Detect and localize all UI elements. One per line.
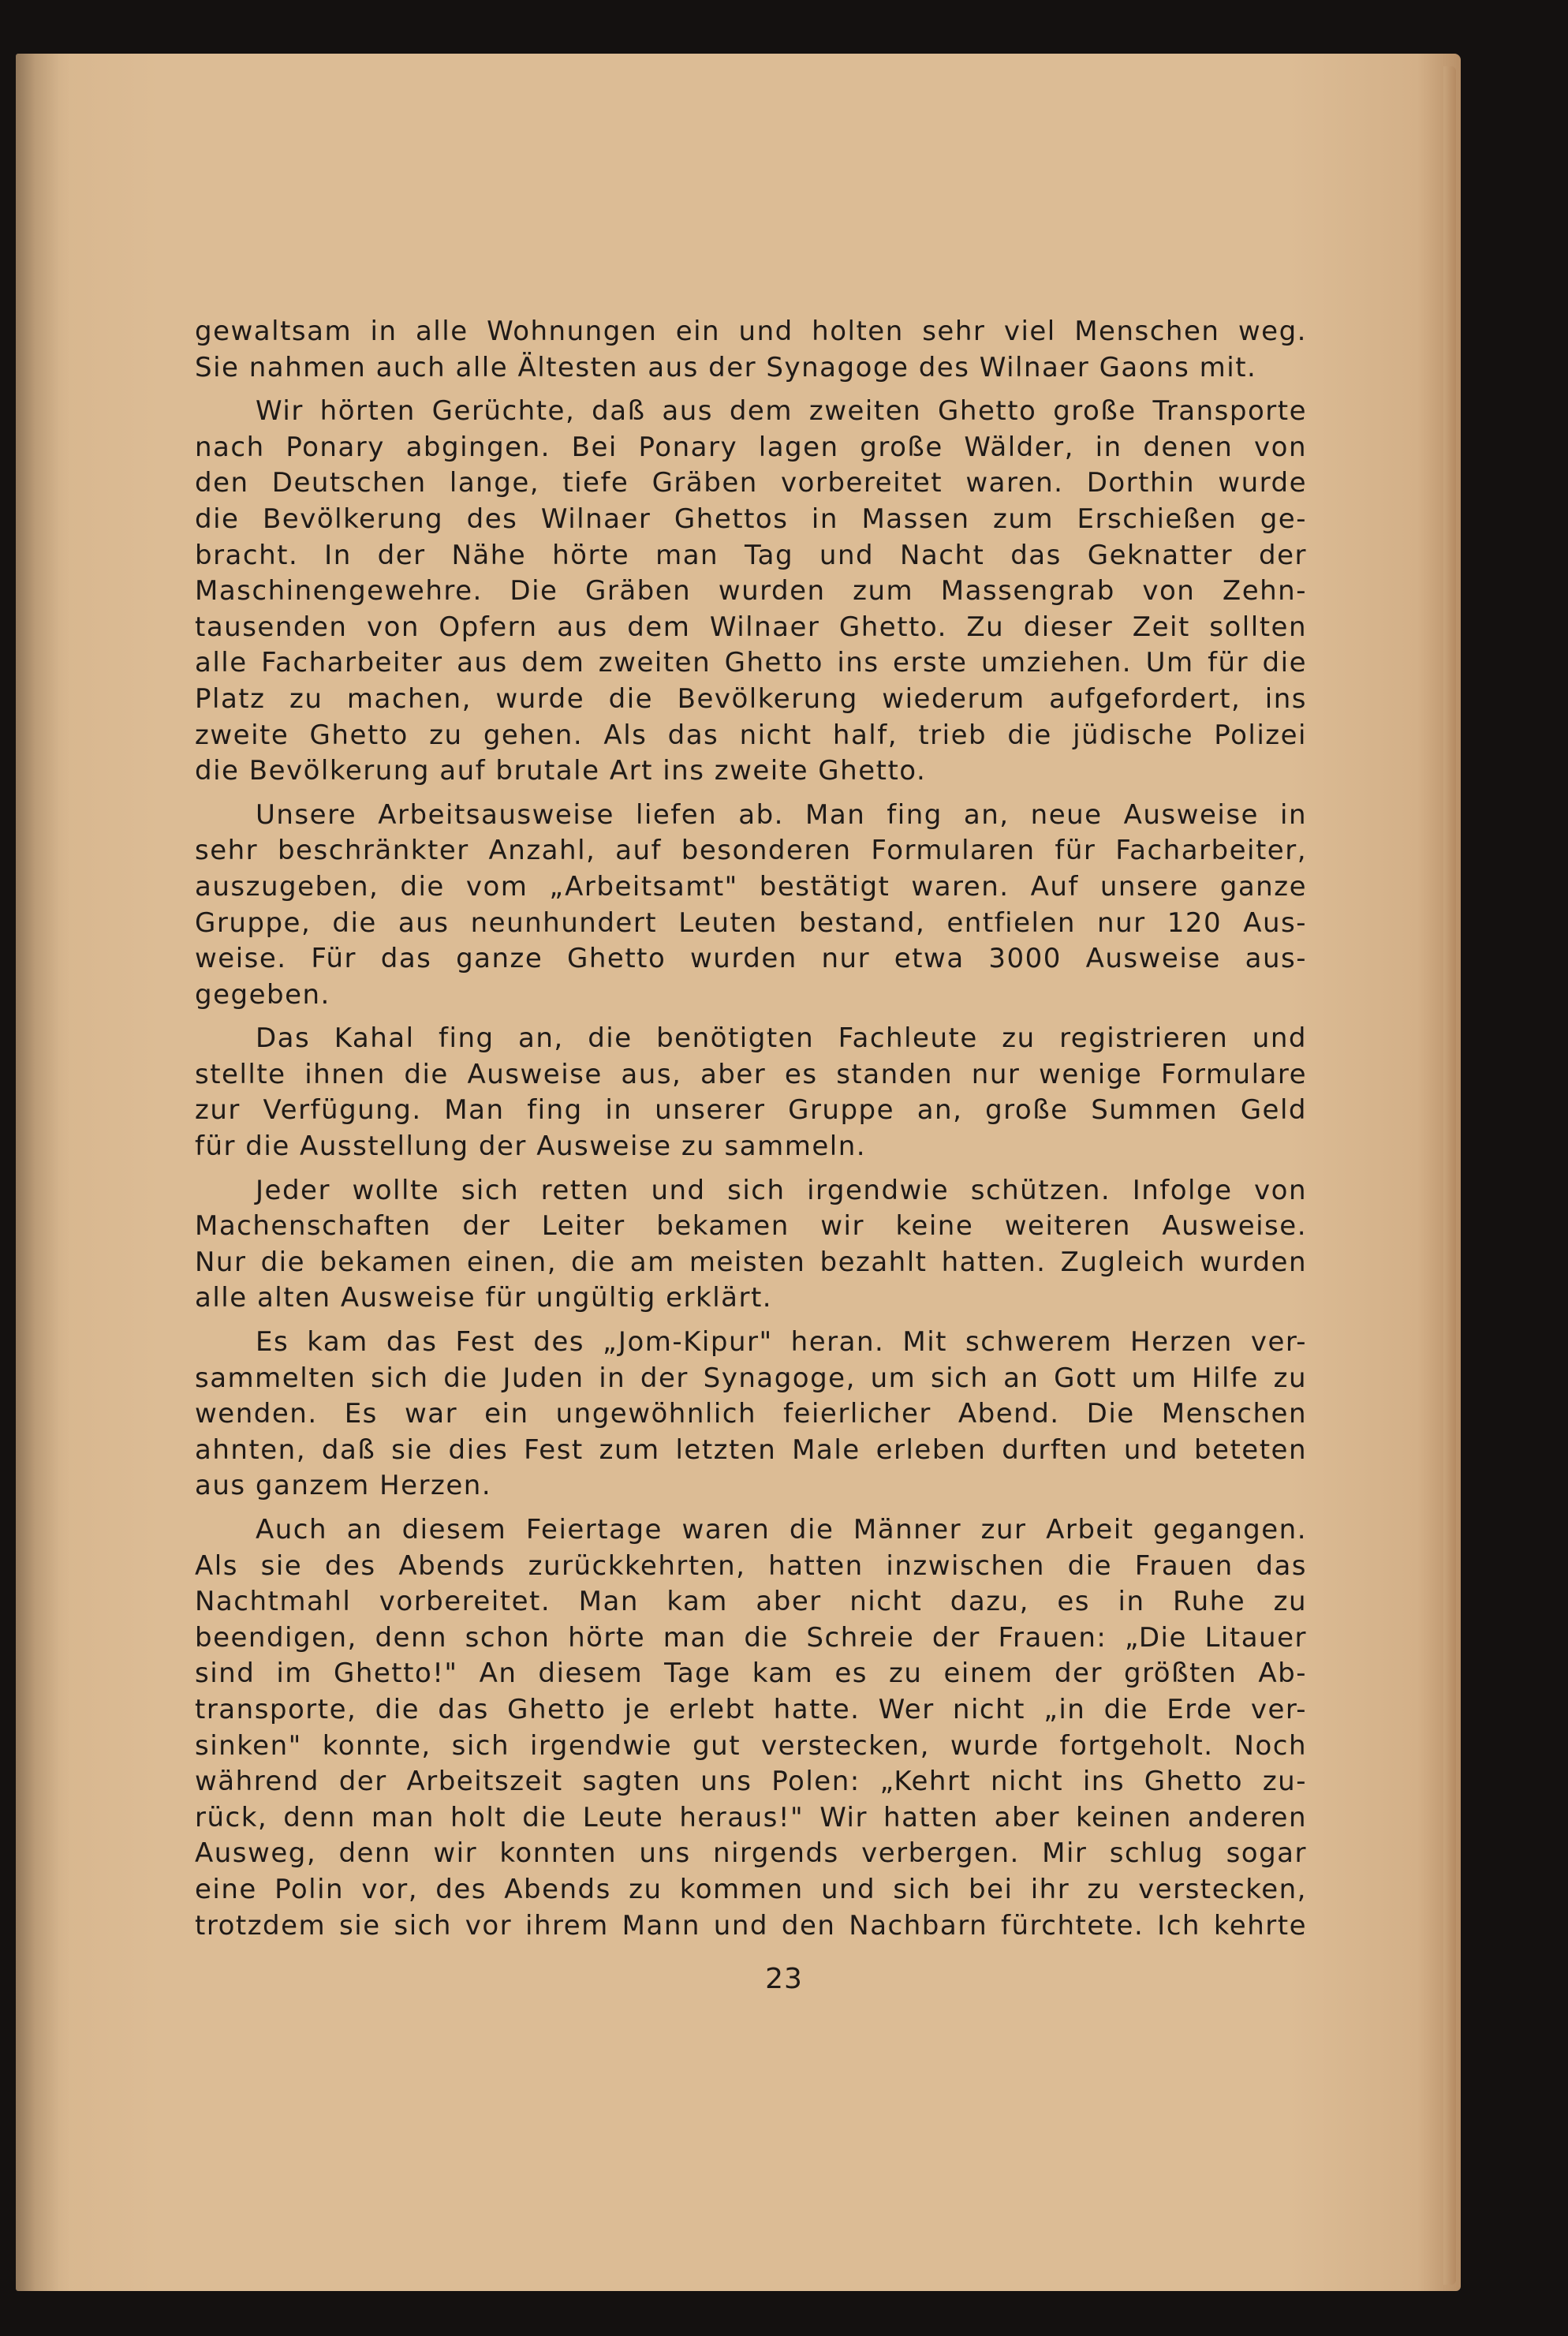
text-line: Maschinengewehre. Die Gräben wurden zum Massengrab von Zehn- <box>195 575 1307 607</box>
text-line: alle alten Ausweise für ungültig erklärt. <box>195 1282 773 1314</box>
text-line: für die Ausstellung der Ausweise zu sammeln. <box>195 1131 867 1163</box>
text-line: Nur die bekamen einen, die am meisten bezahlt hatten. Zugleich wurden <box>195 1246 1307 1278</box>
text-line: ahnten, daß sie dies Fest zum letzten Male erleben durften und beteten <box>195 1433 1307 1466</box>
text-line: Unsere Arbeitsausweise liefen ab. Man fing an, neue Ausweise in <box>256 798 1307 831</box>
text-line: aus ganzem Herzen. <box>195 1470 492 1502</box>
text-line: Ausweg, denn wir konnten uns nirgends verbergen. Mir schlug sogar <box>195 1837 1307 1870</box>
text-line: den Deutschen lange, tiefe Gräben vorbereitet waren. Dorthin wurde <box>195 467 1307 499</box>
text-line: rück, denn man holt die Leute heraus!" Wir hatten aber keinen anderen <box>195 1801 1307 1833</box>
text-line: transporte, die das Ghetto je erlebt hatte. Wer nicht „in die Erde ver- <box>195 1693 1307 1725</box>
text-line: auszugeben, die vom „Arbeitsamt" bestätigt waren. Auf unsere ganze <box>195 870 1307 903</box>
text-line: zur Verfügung. Man fing in unserer Gruppe an, große Summen Geld <box>195 1094 1307 1127</box>
text-line: die Bevölkerung auf brutale Art ins zweite Ghetto. <box>195 755 927 787</box>
text-line: sind im Ghetto!" An diesem Tage kam es zu einem der größten Ab- <box>195 1658 1307 1690</box>
text-line: gegeben. <box>195 978 330 1011</box>
body-text <box>195 314 1307 1944</box>
text-line: Es kam das Fest des „Jom-Kipur" heran. Mit schwerem Herzen ver- <box>256 1326 1307 1359</box>
text-line: trotzdem sie sich vor ihrem Mann und den Nachbarn fürchtete. Ich kehrte <box>195 1909 1307 1942</box>
text-line: gewaltsam in alle Wohnungen ein und holten sehr viel Menschen weg. <box>195 316 1307 347</box>
text-line: die Bevölkerung des Wilnaer Ghettos in Massen zum Erschießen ge- <box>195 503 1307 535</box>
text-line: bracht. In der Nähe hörte man Tag und Nacht das Geknatter der <box>195 539 1307 571</box>
text-line: beendigen, denn schon hörte man die Schreie der Frauen: „Die Litauer <box>195 1621 1307 1654</box>
text-line: alle Facharbeiter aus dem zweiten Ghetto ins erste umziehen. Um für die <box>195 647 1307 679</box>
text-line: Sie nahmen auch alle Ältesten aus der Synagoge des Wilnaer Gaons mit. <box>195 351 1257 383</box>
text-line: Das Kahal fing an, die benötigten Fachleute zu registrieren und <box>256 1022 1307 1055</box>
text-line: sinken" konnte, sich irgendwie gut verstecken, wurde fortgeholt. Noch <box>195 1729 1307 1762</box>
text-line: eine Polin vor, des Abends zu kommen und sich bei ihr zu verstecken, <box>195 1873 1307 1905</box>
text-line: Wir hörten Gerüchte, daß aus dem zweiten Ghetto große Transporte <box>256 395 1307 428</box>
text-line: zweite Ghetto zu gehen. Als das nicht half, trieb die jüdische Polizei <box>195 719 1307 751</box>
text-line: Als sie des Abends zurückkehrten, hatten inzwischen die Frauen das <box>195 1549 1307 1582</box>
text-line: Auch an diesem Feiertage waren die Männer zur Arbeit gegangen. <box>256 1514 1307 1545</box>
text-line: sehr beschränkter Anzahl, auf besonderen Formularen für Facharbeiter, <box>195 835 1307 867</box>
text-line: Nachtmahl vorbereitet. Man kam aber nicht dazu, es in Ruhe zu <box>195 1586 1307 1618</box>
binding-shadow <box>16 54 71 2291</box>
text-line: sammelten sich die Juden in der Synagoge, um sich an Gott um Hilfe zu <box>195 1362 1307 1394</box>
text-line: nach Ponary abgingen. Bei Ponary lagen große Wälder, in denen von <box>195 431 1307 463</box>
text-line: wenden. Es war ein ungewöhnlich feierlicher Abend. Die Menschen <box>195 1398 1307 1430</box>
text-line: Jeder wollte sich retten und sich irgendwie schützen. Infolge von <box>256 1174 1307 1206</box>
page-edges <box>1443 66 1456 2285</box>
text-line: weise. Für das ganze Ghetto wurden nur etwa 3000 Ausweise aus- <box>195 943 1307 975</box>
text-line: während der Arbeitszeit sagten uns Polen: „Kehrt nicht ins Ghetto zu- <box>195 1766 1307 1798</box>
text-line: tausenden von Opfern aus dem Wilnaer Ghetto. Zu dieser Zeit sollten <box>195 611 1307 643</box>
text-line: Gruppe, die aus neunhundert Leuten bestand, entfielen nur 120 Aus- <box>195 906 1307 939</box>
text-line: Platz zu machen, wurde die Bevölkerung wiederum aufgefordert, ins <box>195 682 1307 715</box>
page-number: 23 <box>765 1963 803 1995</box>
text-line: stellte ihnen die Ausweise aus, aber es standen nur wenige Formulare <box>195 1058 1307 1090</box>
text-line: Machenschaften der Leiter bekamen wir keine weiteren Ausweise. <box>195 1210 1307 1243</box>
